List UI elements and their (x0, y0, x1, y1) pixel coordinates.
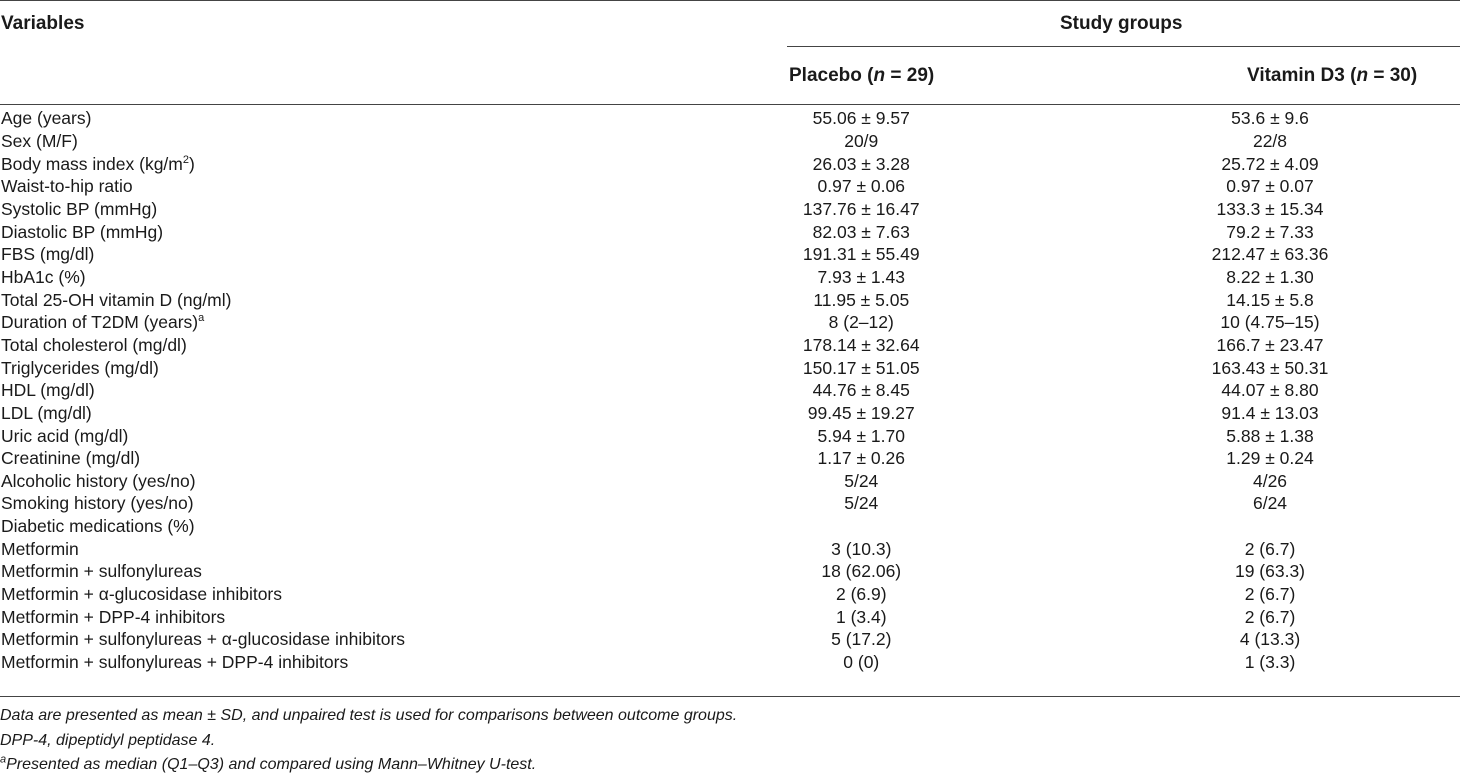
variable-cell: Age (years) (1, 108, 92, 129)
footnotes (0, 704, 737, 778)
variable-cell: HDL (mg/dl) (1, 380, 95, 401)
table-row (0, 628, 1460, 651)
placebo-cell: 150.17 ± 51.05 (802, 357, 920, 378)
footnote-median-text: Presented as median (Q1–Q3) and compared using Mann–Whitney U-test. (6, 756, 537, 773)
placebo-cell: 5 (17.2) (831, 629, 892, 650)
vitamin-cell: 163.43 ± 50.31 (1211, 357, 1329, 378)
vitamin-cell: 166.7 ± 23.47 (1216, 334, 1324, 355)
footnote-marker: a (0, 753, 7, 766)
placebo-cell: 7.93 ± 1.43 (817, 266, 905, 287)
footnote-data-presentation: Data are presented as mean ± SD, and unpaired test is used for comparisons between outcome groups. (0, 707, 738, 724)
vitamin-cell: 1 (3.3) (1244, 652, 1296, 673)
table-row (0, 220, 1460, 243)
placebo-column-header: Placebo (n = 29) (789, 65, 935, 86)
variable-cell: Creatinine (mg/dl) (1, 448, 141, 469)
vitamin-cell: 133.3 ± 15.34 (1216, 198, 1324, 219)
vitamin-name: Vitamin D3 (1247, 65, 1345, 86)
placebo-cell: 178.14 ± 32.64 (802, 334, 920, 355)
variable-cell: Diastolic BP (mmHg) (1, 221, 164, 242)
placebo-cell: 3 (10.3) (831, 538, 892, 559)
vitamin-cell: 91.4 ± 13.03 (1221, 402, 1319, 423)
variable-cell: Systolic BP (mmHg) (1, 198, 158, 219)
placebo-cell: 1 (3.4) (835, 606, 887, 627)
vitamin-cell: 5.88 ± 1.38 (1226, 425, 1314, 446)
variable-cell: Sex (M/F) (1, 130, 78, 151)
footnote-median (0, 753, 737, 778)
table-row (0, 447, 1460, 470)
vitamin-cell: 212.47 ± 63.36 (1211, 244, 1329, 265)
placebo-cell: 137.76 ± 16.47 (802, 198, 920, 219)
variable-cell: Metformin + DPP-4 inhibitors (1, 606, 226, 627)
table-row (0, 470, 1460, 493)
placebo-cell: 44.76 ± 8.45 (812, 380, 910, 401)
table-row (0, 651, 1460, 674)
variable-cell: HbA1c (%) (1, 266, 86, 287)
placebo-cell: 191.31 ± 55.49 (802, 244, 920, 265)
placebo-cell (693, 515, 1030, 538)
placebo-cell: 2 (6.9) (835, 584, 887, 605)
table-row (0, 288, 1460, 311)
table-row (0, 356, 1460, 379)
placebo-cell: 5.94 ± 1.70 (817, 425, 905, 446)
vitamin-cell: 19 (63.3) (1234, 561, 1306, 582)
table-row (0, 266, 1460, 289)
vitamin-cell: 8.22 ± 1.30 (1226, 266, 1314, 287)
table-row (0, 243, 1460, 266)
variable-cell: Metformin + sulfonylureas + α-glucosidase inhibitors (1, 629, 406, 650)
table-row (0, 424, 1460, 447)
vitamin-cell: 2 (6.7) (1244, 606, 1296, 627)
placebo-cell: 82.03 ± 7.63 (812, 221, 910, 242)
variable-cell: Metformin + sulfonylureas (1, 561, 202, 582)
bottom-rule (0, 696, 1460, 697)
table-row (0, 152, 1460, 175)
table-row (0, 402, 1460, 425)
table-row (0, 515, 1460, 538)
table-row (0, 492, 1460, 515)
table-row (0, 379, 1460, 402)
vitamin-cell: 53.6 ± 9.6 (1231, 108, 1309, 129)
table-row (0, 334, 1460, 357)
top-rule (0, 0, 1460, 1)
placebo-n-label: n (873, 65, 886, 86)
vitamin-cell: 25.72 ± 4.09 (1221, 153, 1319, 174)
placebo-cell: 5/24 (844, 470, 879, 491)
vitamin-cell: 10 (4.75–15) (1220, 312, 1320, 333)
vitamin-column-header: Vitamin D3 (n = 30) (1247, 65, 1418, 86)
placebo-cell: 11.95 ± 5.05 (813, 289, 910, 310)
placebo-cell: 0.97 ± 0.06 (817, 176, 905, 197)
table-row (0, 583, 1460, 606)
table-row (0, 130, 1460, 153)
variable-cell: Duration of T2DM (years)$^a$ (1, 312, 205, 333)
vitamin-cell: 1.29 ± 0.24 (1226, 448, 1314, 469)
variable-cell: Uric acid (mg/dl) (1, 425, 129, 446)
study-groups-header: Study groups (1060, 13, 1183, 34)
vitamin-n-value: = 30 (1373, 65, 1411, 86)
vitamin-cell: 6/24 (1252, 493, 1288, 514)
study-groups-rule (787, 46, 1460, 47)
placebo-cell: 5/24 (844, 493, 879, 514)
variables-header: Variables (1, 13, 85, 34)
table-row (0, 605, 1460, 628)
variable-cell: LDL (mg/dl) (1, 402, 92, 423)
variable-cell: Metformin (1, 538, 79, 559)
table-row (0, 107, 1460, 130)
variable-cell: Alcoholic history (yes/no) (1, 470, 196, 491)
placebo-cell: 1.17 ± 0.26 (817, 448, 905, 469)
placebo-cell: 26.03 ± 3.28 (812, 153, 910, 174)
placebo-cell: 55.06 ± 9.57 (812, 108, 910, 129)
vitamin-cell: 44.07 ± 8.80 (1221, 380, 1319, 401)
vitamin-cell: 2 (6.7) (1244, 584, 1296, 605)
placebo-cell: 0 (0) (843, 652, 880, 673)
vitamin-cell: 4/26 (1252, 470, 1288, 491)
vitamin-cell: 0.97 ± 0.07 (1226, 176, 1314, 197)
vitamin-cell: 79.2 ± 7.33 (1226, 221, 1314, 242)
variable-cell: Smoking history (yes/no) (1, 493, 194, 514)
placebo-cell: 20/9 (844, 130, 879, 151)
placebo-name: Placebo (789, 65, 862, 86)
vitamin-cell: 4 (13.3) (1239, 629, 1301, 650)
table-row (0, 198, 1460, 221)
variable-cell: Total 25-OH vitamin D (ng/ml) (1, 289, 232, 310)
placebo-cell: 8 (2–12) (828, 312, 894, 333)
variable-cell: Metformin + α-glucosidase inhibitors (1, 584, 282, 605)
data-table (0, 107, 1460, 673)
vitamin-cell: 2 (6.7) (1244, 538, 1296, 559)
variable-cell: Total cholesterol (mg/dl) (1, 334, 187, 355)
variable-cell: Waist-to-hip ratio (1, 176, 133, 197)
variable-cell: Triglycerides (mg/dl) (1, 357, 159, 378)
vitamin-cell: 22/8 (1252, 130, 1288, 151)
header-rule (0, 104, 1460, 105)
variable-cell: Metformin + sulfonylureas + DPP-4 inhibitors (1, 652, 349, 673)
placebo-cell: 99.45 ± 19.27 (807, 402, 915, 423)
table-row (0, 560, 1460, 583)
footnote-dpp4: DPP-4, dipeptidyl peptidase 4. (0, 731, 216, 749)
vitamin-n-label: n (1356, 65, 1369, 86)
table-row (0, 311, 1460, 334)
vitamin-cell (1030, 515, 1460, 538)
table-row (0, 175, 1460, 198)
variable-cell: Diabetic medications (%) (1, 516, 195, 537)
variable-cell: Body mass index $(kg/m^2)$ (1, 153, 195, 174)
placebo-cell: 18 (62.06) (821, 561, 902, 582)
variable-cell: FBS (mg/dl) (1, 244, 95, 265)
placebo-n-value: = 29 (890, 65, 928, 86)
vitamin-cell: 14.15 ± 5.8 (1226, 289, 1314, 310)
table-row (0, 537, 1460, 560)
